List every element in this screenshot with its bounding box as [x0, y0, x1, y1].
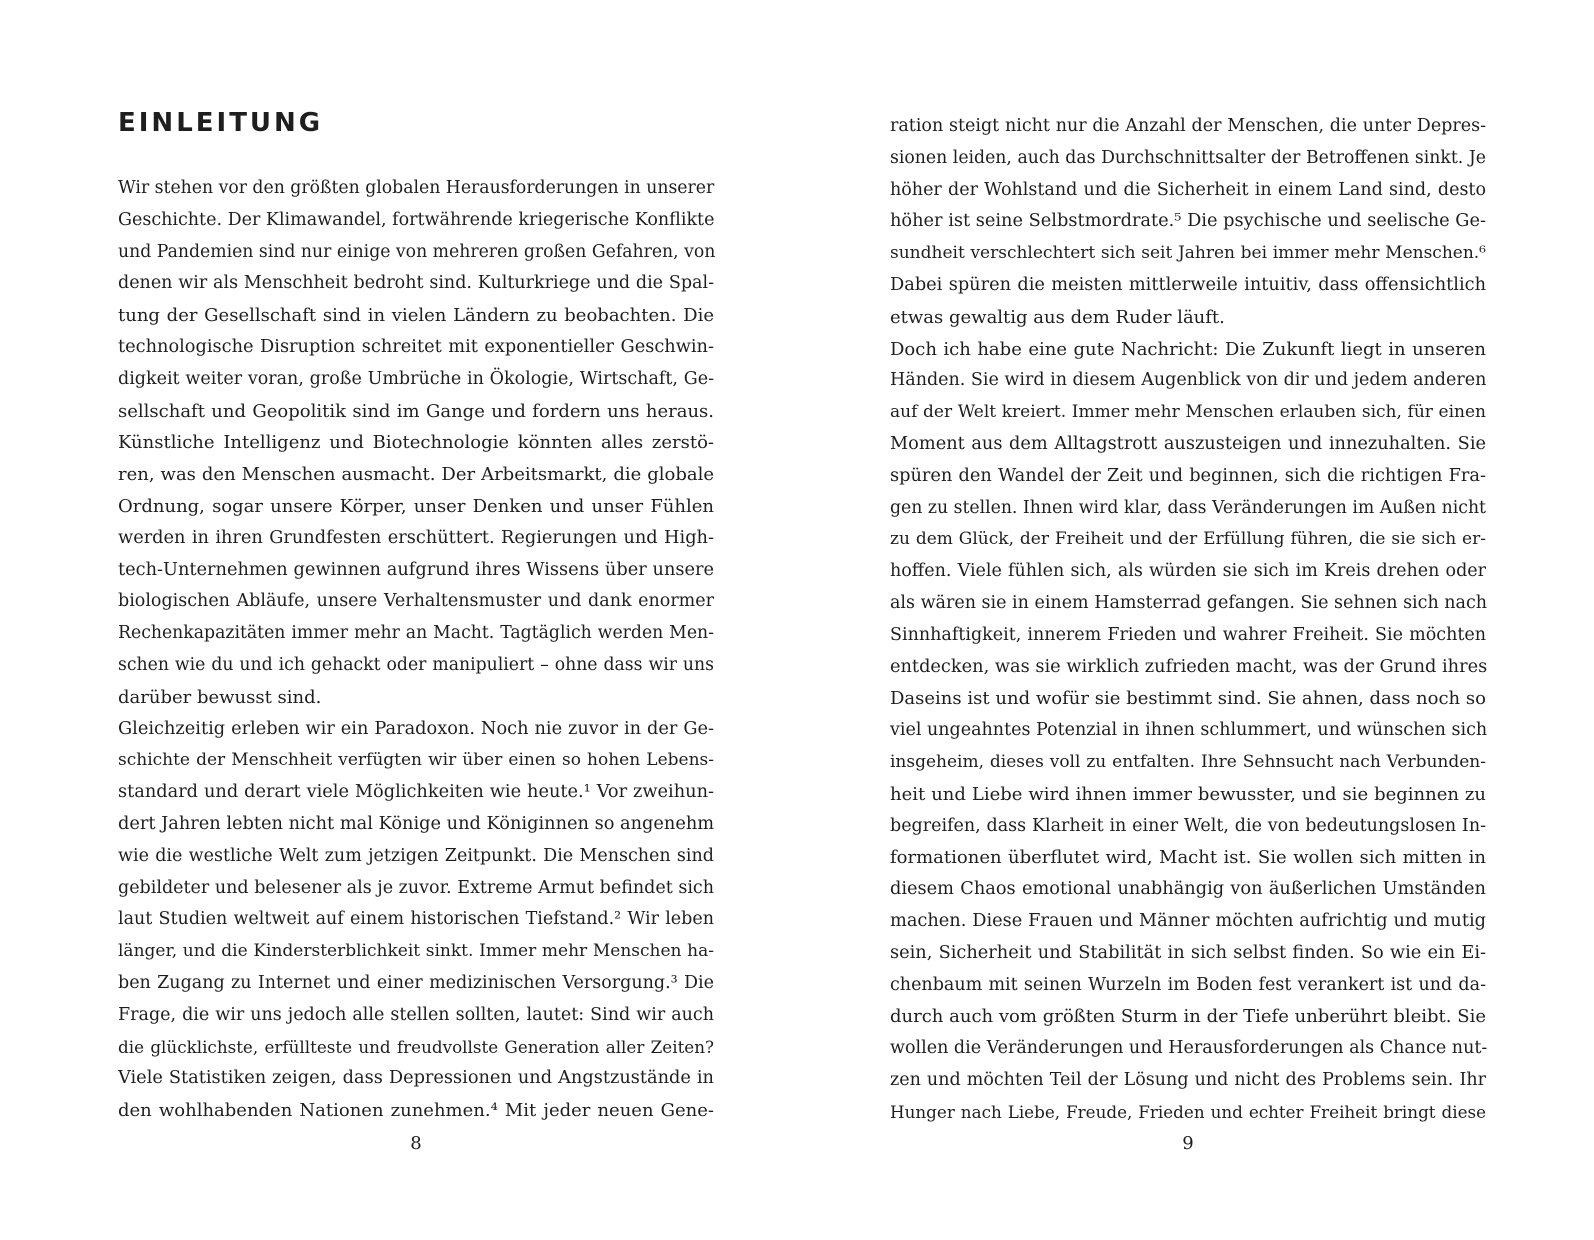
text-line: denen wir als Menschheit bedroht sind. Kulturkriege und die Spal-	[118, 273, 714, 294]
text-line: Viele Statistiken zeigen, dass Depressionen und Angstzustände in	[118, 1068, 714, 1089]
text-line: Sinnhaftigkeit, innerem Frieden und wahrer Freiheit. Sie möchten	[890, 624, 1486, 645]
text-line: Daseins ist und wofür sie bestimmt sind. Sie ahnen, dass noch so	[890, 688, 1486, 710]
text-line: tung der Gesellschaft sind in vielen Ländern zu beobachten. Die	[118, 305, 714, 327]
text-line: schen wie du und ich gehackt oder manipuliert – ohne dass wir uns	[118, 654, 714, 675]
text-line: zen und möchten Teil der Lösung und nicht des Problems sein. Ihr	[890, 1069, 1486, 1090]
text-line: viel ungeahntes Potenzial in ihnen schlummert, und wünschen sich	[890, 720, 1488, 741]
text-line: Doch ich habe eine gute Nachricht: Die Zukunft liegt in unseren	[890, 338, 1486, 360]
text-line: darüber bewusst sind.	[118, 686, 322, 708]
text-line: laut Studien weltweit auf einem historischen Tiefstand.² Wir leben	[118, 909, 714, 930]
text-line: machen. Diese Frauen und Männer möchten aufrichtig und mutig	[890, 910, 1486, 931]
page-number-left: 8	[410, 1133, 422, 1154]
text-line: als wären sie in einem Hamsterrad gefangen. Sie sehnen sich nach	[890, 592, 1488, 613]
text-line: tech-Unternehmen gewinnen aufgrund ihres Wissens über unsere	[118, 559, 714, 580]
text-line: etwas gewaltig aus dem Ruder läuft.	[890, 306, 1225, 328]
text-line: die glücklichste, erfüllteste und freudvollste Generation aller Zeiten?	[118, 1036, 714, 1057]
text-line: schichte der Menschheit verfügten wir über einen so hohen Lebens-	[118, 750, 714, 771]
text-line: Frage, die wir uns jedoch alle stellen sollten, lautet: Sind wir auch	[118, 1004, 714, 1025]
text-line: höher der Wohlstand und die Sicherheit in einem Land sind, desto	[890, 179, 1486, 200]
text-line: begreifen, dass Klarheit in einer Welt, die von bedeutungslosen In-	[890, 815, 1486, 836]
text-line: sein, Sicherheit und Stabilität in sich selbst finden. So wie ein Ei-	[890, 942, 1486, 963]
text-line: Hunger nach Liebe, Freude, Frieden und echter Freiheit bringt diese	[890, 1101, 1486, 1122]
text-line: standard und derart viele Möglichkeiten wie heute.¹ Vor zweihun-	[118, 782, 714, 803]
text-line: hoffen. Viele fühlen sich, als würden sie sich im Kreis drehen oder	[890, 561, 1486, 582]
text-line: höher ist seine Selbstmordrate.⁵ Die psychische und seelische Ge-	[890, 211, 1486, 232]
text-line: insgeheim, dieses voll zu entfalten. Ihre Sehnsucht nach Verbunden-	[890, 751, 1486, 772]
text-line: auf der Welt kreiert. Immer mehr Menschen erlauben sich, für einen	[890, 402, 1486, 423]
text-line: dert Jahren lebten nicht mal Könige und Königinnen so angenehm	[118, 813, 715, 834]
right-page-body	[890, 111, 1486, 1129]
text-line: Gleichzeitig erleben wir ein Paradoxon. Noch nie zuvor in der Ge-	[118, 718, 714, 739]
text-line: gebildeter und belesener als je zuvor. Extreme Armut befindet sich	[118, 877, 714, 898]
text-line: formationen überflutet wird, Macht ist. Sie wollen sich mitten in	[890, 847, 1486, 869]
text-line: Händen. Sie wird in diesem Augenblick von dir und jedem anderen	[890, 370, 1487, 391]
text-line: sionen leiden, auch das Durchschnittsalter der Betroffenen sinkt. Je	[890, 147, 1486, 168]
left-page-body	[118, 173, 714, 1127]
chapter-title: EINLEITUNG	[118, 108, 324, 138]
text-line: technologische Disruption schreitet mit exponentieller Geschwin-	[118, 336, 714, 357]
text-line: ration steigt nicht nur die Anzahl der Menschen, die unter Depres-	[890, 116, 1486, 136]
text-line: Geschichte. Der Klimawandel, fortwährende kriegerische Konflikte	[118, 209, 715, 230]
page-number-right: 9	[1182, 1133, 1194, 1154]
text-line: digkeit weiter voran, große Umbrüche in Ökologie, Wirtschaft, Ge-	[118, 368, 714, 389]
text-line: und Pandemien sind nur einige von mehreren großen Gefahren, von	[118, 241, 716, 262]
text-line: spüren den Wandel der Zeit und beginnen, sich die richtigen Fra-	[890, 465, 1486, 486]
text-line: wollen die Veränderungen und Herausforderungen als Chance nut-	[890, 1038, 1488, 1059]
text-line: diesem Chaos emotional unabhängig von äußerlichen Umständen	[890, 879, 1486, 900]
text-line: Dabei spüren die meisten mittlerweile intuitiv, dass offensichtlich	[890, 274, 1486, 295]
text-line: heit und Liebe wird ihnen immer bewusster, und sie beginnen zu	[890, 783, 1486, 805]
left-page	[118, 0, 714, 1240]
text-line: ben Zugang zu Internet und einer medizinischen Versorgung.³ Die	[118, 972, 714, 993]
right-page	[890, 0, 1486, 1240]
text-line: Ordnung, sogar unsere Körper, unser Denken und unser Fühlen	[118, 495, 714, 517]
text-line: durch auch vom größten Sturm in der Tiefe unberührt bleibt. Sie	[890, 1006, 1486, 1028]
text-line: chenbaum mit seinen Wurzeln im Boden fest verankert ist und da-	[890, 974, 1486, 995]
text-line: Moment aus dem Alltagstrott auszusteigen und innezuhalten. Sie	[890, 433, 1486, 454]
text-line: länger, und die Kindersterblichkeit sinkt. Immer mehr Menschen ha-	[118, 941, 714, 962]
text-line: werden in ihren Grundfesten erschüttert. Regierungen und High-	[118, 527, 714, 548]
text-line: wie die westliche Welt zum jetzigen Zeitpunkt. Die Menschen sind	[118, 845, 714, 866]
text-line: ren, was den Menschen ausmacht. Der Arbeitsmarkt, die globale	[118, 464, 714, 486]
text-line: entdecken, was sie wirklich zufrieden macht, was der Grund ihres	[890, 656, 1488, 677]
text-line: sellschaft und Geopolitik sind im Gange und fordern uns heraus.	[118, 400, 714, 422]
text-line: Wir stehen vor den größten globalen Herausforderungen in unserer	[118, 178, 715, 198]
text-line: Künstliche Intelligenz und Biotechnologie könnten alles zerstö-	[118, 432, 714, 454]
text-line: sundheit verschlechtert sich seit Jahren bei immer mehr Menschen.⁶	[890, 243, 1486, 264]
text-line: biologischen Abläufe, unsere Verhaltensmuster und dank enormer	[118, 591, 714, 612]
text-line: zu dem Glück, der Freiheit und der Erfüllung führen, die sie sich er-	[890, 529, 1486, 550]
text-line: gen zu stellen. Ihnen wird klar, dass Veränderungen im Außen nicht	[890, 497, 1486, 518]
text-line: Rechenkapazitäten immer mehr an Macht. Tagtäglich werden Men-	[118, 623, 714, 644]
text-line: den wohlhabenden Nationen zunehmen.⁴ Mit jeder neuen Gene-	[118, 1100, 714, 1122]
